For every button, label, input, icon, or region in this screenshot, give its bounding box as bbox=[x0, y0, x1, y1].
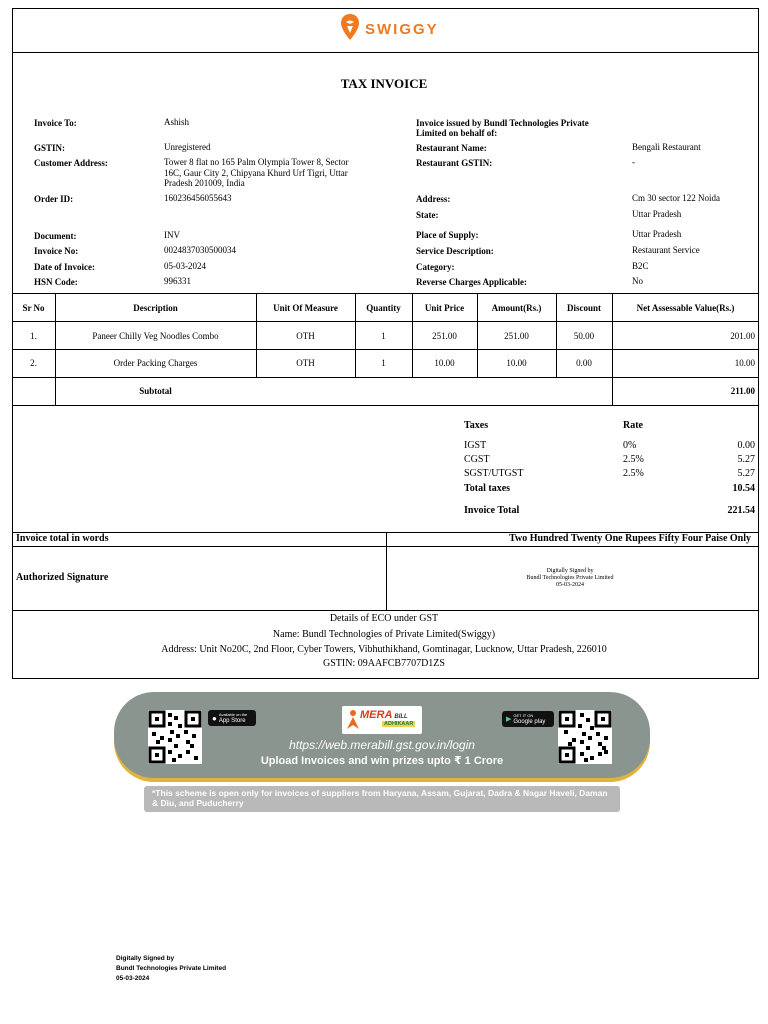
invoice-no-value: 0024837030500034 bbox=[164, 245, 236, 255]
service-description-value: Restaurant Service bbox=[632, 245, 700, 255]
eco-heading: Details of ECO under GST bbox=[329, 613, 439, 624]
issued-by-note bbox=[416, 118, 589, 138]
col-header-amount: Amount(Rs.) bbox=[491, 303, 542, 313]
taxes-label: Taxes bbox=[464, 420, 489, 431]
place-of-supply-value: Uttar Pradesh bbox=[632, 229, 682, 239]
order-id-label: Order ID: bbox=[34, 194, 74, 204]
col-header-unit-of-measure: Unit Of Measure bbox=[273, 303, 338, 313]
table-cell: 251.00 bbox=[432, 331, 457, 341]
restaurant-address-label: Address: bbox=[416, 194, 451, 204]
app-store-label: App Store bbox=[218, 718, 246, 724]
table-cell: 50.00 bbox=[573, 331, 595, 341]
reverse-charges-value: No bbox=[632, 276, 643, 286]
footer-line: 05-03-2024 bbox=[116, 975, 150, 982]
signature-line: Digitally Signed by bbox=[546, 568, 594, 574]
date-value: 05-03-2024 bbox=[164, 261, 206, 271]
mera-bill-adhikaar-logo bbox=[342, 706, 422, 734]
tax-rate: 0% bbox=[623, 440, 637, 451]
document-label: Document: bbox=[34, 231, 77, 241]
authorized-signature-label: Authorized Signature bbox=[16, 572, 109, 583]
app-store-button[interactable] bbox=[208, 710, 256, 726]
signature-line: Bundl Technologies Private Limited bbox=[526, 575, 614, 581]
total-in-words-label: Invoice total in words bbox=[16, 533, 109, 544]
bill-label: BILL bbox=[394, 714, 408, 720]
tax-amount: 5.27 bbox=[737, 454, 755, 465]
swiggy-pin-icon bbox=[340, 13, 360, 46]
table-cell: 0.00 bbox=[576, 358, 592, 368]
category-value: B2C bbox=[632, 261, 649, 271]
date-label: Date of Invoice: bbox=[34, 262, 95, 272]
reverse-charges-label: Reverse Charges Applicable: bbox=[416, 277, 527, 287]
col-header-sr-no: Sr No bbox=[22, 303, 45, 313]
eco-name: Name: Bundl Technologies of Private Limited(Swiggy) bbox=[272, 629, 496, 640]
total-taxes-value: 10.54 bbox=[732, 483, 755, 494]
issued-by-line: Limited on behalf of: bbox=[416, 128, 498, 138]
swiggy-logo bbox=[340, 15, 439, 43]
customer-address bbox=[164, 157, 349, 189]
restaurant-gstin-label: Restaurant GSTIN: bbox=[416, 158, 493, 168]
table-cell: 10.00 bbox=[734, 358, 755, 368]
subtotal-value: 211.00 bbox=[730, 386, 755, 396]
document-value: INV bbox=[164, 230, 180, 240]
invoice-no-label: Invoice No: bbox=[34, 246, 79, 256]
table-cell: 1 bbox=[381, 358, 386, 368]
col-header-unit-price: Unit Price bbox=[424, 303, 465, 313]
footer-signature bbox=[116, 954, 226, 984]
tax-rate: 2.5% bbox=[623, 454, 644, 465]
table-cell: Order Packing Charges bbox=[113, 358, 198, 368]
table-cell: 10.00 bbox=[506, 358, 527, 368]
tax-name: IGST bbox=[464, 440, 487, 451]
customer-address-line: Pradesh 201009, India bbox=[164, 178, 245, 188]
tax-amount: 0.00 bbox=[737, 440, 755, 451]
scheme-note: *This scheme is open only for invoices of suppliers from Haryana, Assam, Gujarat, Dadra & Nagar Haveli, Daman & Diu, and Puducherry bbox=[144, 786, 620, 812]
table-cell: OTH bbox=[296, 331, 315, 341]
eco-address: Address: Unit No20C, 2nd Floor, Cyber Towers, Vibhuthikhand, Gomtinagar, Lucknow, Uttar Pradesh, 226010 bbox=[161, 644, 607, 655]
table-cell: 201.00 bbox=[730, 331, 755, 341]
gstin-value: Unregistered bbox=[164, 142, 211, 152]
order-id-value: 160236456055643 bbox=[164, 193, 232, 203]
col-header-quantity: Quantity bbox=[366, 303, 401, 313]
table-cell: 251.00 bbox=[504, 331, 529, 341]
col-header-description: Description bbox=[133, 303, 178, 313]
invoice-title: TAX INVOICE bbox=[340, 76, 428, 91]
table-cell: 10.00 bbox=[434, 358, 455, 368]
total-in-words-value: Two Hundred Twenty One Rupees Fifty Four Paise Only bbox=[509, 533, 751, 544]
restaurant-name-label: Restaurant Name: bbox=[416, 143, 487, 153]
issued-by-line: Invoice issued by Bundl Technologies Private bbox=[416, 118, 589, 128]
table-cell: 2. bbox=[30, 358, 37, 368]
customer-address-label: Customer Address: bbox=[34, 158, 108, 168]
brand-name: SWIGGY bbox=[365, 20, 439, 38]
adhikaar-label: ADHIKAAR bbox=[384, 721, 414, 727]
invoice-to-label: Invoice To: bbox=[34, 118, 77, 128]
table-cell: 1. bbox=[30, 331, 37, 341]
customer-address-line: 16C, Gaur City 2, Chipyana Khurd Urf Tigri, Uttar bbox=[164, 167, 348, 178]
tax-name: SGST/UTGST bbox=[464, 468, 524, 479]
col-header-discount: Discount bbox=[566, 303, 601, 313]
app-store-small-label: Available on the bbox=[218, 712, 248, 717]
merabill-banner[interactable] bbox=[114, 692, 650, 778]
merabill-cta: Upload Invoices and win prizes upto ₹ 1 Crore bbox=[260, 755, 504, 767]
tax-amount: 5.27 bbox=[737, 468, 755, 479]
tax-name: CGST bbox=[464, 454, 490, 465]
invoice-to-value: Ashish bbox=[164, 117, 190, 127]
table-cell: OTH bbox=[296, 358, 315, 368]
header-divider bbox=[12, 52, 759, 53]
restaurant-name-value: Bengali Restaurant bbox=[632, 142, 701, 152]
col-header-net-assessable: Net Assessable Value(Rs.) bbox=[636, 303, 735, 313]
digital-signature bbox=[470, 568, 670, 589]
signature-line: 05-03-2024 bbox=[556, 582, 584, 588]
tax-rate: 2.5% bbox=[623, 468, 644, 479]
mera-label: MERA bbox=[360, 709, 393, 721]
invoice-total-value: 221.54 bbox=[727, 505, 755, 516]
hsn-value: 996331 bbox=[164, 276, 191, 286]
merabill-url[interactable]: https://web.merabill.gst.gov.in/login bbox=[289, 738, 475, 752]
play-icon: ▶ bbox=[506, 716, 512, 723]
invoice-total-label: Invoice Total bbox=[464, 505, 520, 516]
eco-gstin: GSTIN: 09AAFCB7707D1ZS bbox=[323, 658, 445, 669]
customer-address-line: Tower 8 flat no 165 Palm Olympia Tower 8, Sector bbox=[164, 157, 349, 167]
divider bbox=[386, 532, 387, 610]
category-label: Category: bbox=[416, 262, 455, 272]
hsn-label: HSN Code: bbox=[34, 277, 78, 287]
rate-label: Rate bbox=[623, 420, 643, 431]
google-play-label: Google play bbox=[513, 719, 546, 725]
state-label: State: bbox=[416, 210, 439, 220]
total-taxes-label: Total taxes bbox=[464, 483, 511, 494]
table-cell: Paneer Chilly Veg Noodles Combo bbox=[92, 331, 219, 341]
restaurant-address-value: Cm 30 sector 122 Noida bbox=[632, 193, 720, 203]
restaurant-gstin-value: - bbox=[632, 157, 635, 167]
gstin-label: GSTIN: bbox=[34, 143, 66, 153]
apple-icon: ● bbox=[212, 713, 217, 723]
subtotal-label: Subtotal bbox=[139, 386, 172, 396]
divider bbox=[12, 610, 759, 611]
google-small-label: GET IT ON bbox=[513, 713, 534, 718]
footer-line: Bundl Technologies Private Limited bbox=[116, 965, 227, 972]
footer-line: Digitally Signed by bbox=[116, 955, 175, 962]
table-cell: 1 bbox=[381, 331, 386, 341]
state-value: Uttar Pradesh bbox=[632, 209, 682, 219]
service-description-label: Service Description: bbox=[416, 246, 494, 256]
google-play-button[interactable] bbox=[502, 711, 554, 727]
place-of-supply-label: Place of Supply: bbox=[416, 230, 479, 240]
